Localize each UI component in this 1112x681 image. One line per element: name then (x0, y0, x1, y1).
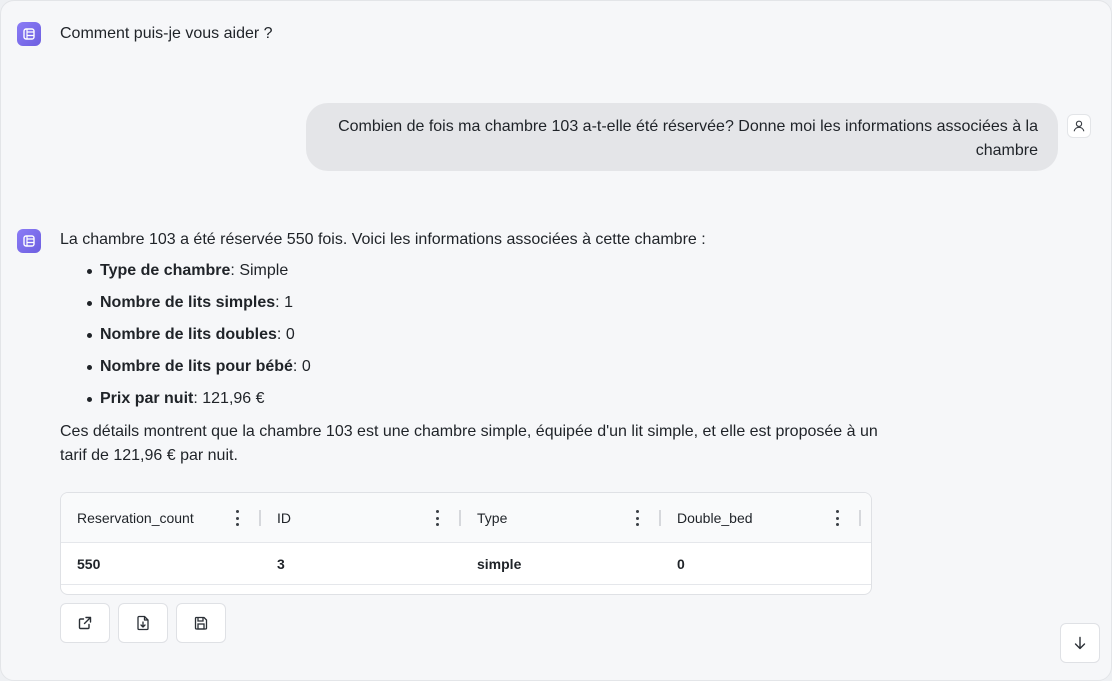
user-message-text: Combien de fois ma chambre 103 a-t-elle été réservée? Donne moi les informations associées à la chambre (338, 118, 1038, 159)
assistant-answer-conclusion: Ces détails montrent que la chambre 103 est une chambre simple, équipée d'un lit simple, et elle est proposée à un tarif de 121,96 € par nuit. (60, 423, 878, 464)
table-row[interactable] (61, 543, 871, 585)
column-header[interactable]: Double_bed (661, 493, 861, 543)
column-menu-icon[interactable] (831, 510, 843, 526)
assistant-logo-icon (21, 26, 37, 42)
column-menu-icon[interactable] (631, 510, 643, 526)
column-header[interactable]: Reservation_count (61, 493, 261, 543)
file-download-icon (135, 615, 151, 631)
table-cell[interactable]: 550 (77, 556, 101, 572)
user-avatar (1067, 114, 1091, 138)
table-cell[interactable]: 3 (277, 556, 285, 572)
column-resize-handle[interactable] (859, 510, 861, 526)
list-item: Nombre de lits doubles: 0 (60, 323, 311, 355)
list-item: Type de chambre: Simple (60, 259, 311, 291)
result-table (60, 492, 872, 595)
column-menu-icon[interactable] (431, 510, 443, 526)
scroll-to-bottom-button[interactable] (1060, 623, 1100, 663)
column-header[interactable]: ID (261, 493, 461, 543)
assistant-greeting: Comment puis-je vous aider ? (60, 25, 273, 42)
column-header[interactable]: Type (461, 493, 661, 543)
user-message-bubble (306, 103, 1058, 171)
assistant-logo-icon (21, 233, 37, 249)
save-icon (193, 615, 209, 631)
room-details-list (60, 259, 311, 419)
table-cell[interactable]: simple (477, 556, 522, 572)
open-table-button[interactable] (60, 603, 110, 643)
assistant-avatar (17, 229, 41, 253)
list-item: Nombre de lits pour bébé: 0 (60, 355, 311, 387)
table-header (61, 493, 871, 543)
list-item: Prix par nuit: 121,96 € (60, 387, 311, 419)
assistant-avatar (17, 22, 41, 46)
assistant-answer-intro: La chambre 103 a été réservée 550 fois. Voici les informations associées à cette chambre : (60, 231, 706, 248)
download-table-button[interactable] (118, 603, 168, 643)
table-cell[interactable]: 0 (677, 556, 685, 572)
column-menu-icon[interactable] (231, 510, 243, 526)
arrow-down-icon (1072, 635, 1088, 651)
list-item: Nombre de lits simples: 1 (60, 291, 311, 323)
external-link-icon (77, 615, 93, 631)
user-icon (1072, 119, 1086, 133)
save-table-button[interactable] (176, 603, 226, 643)
